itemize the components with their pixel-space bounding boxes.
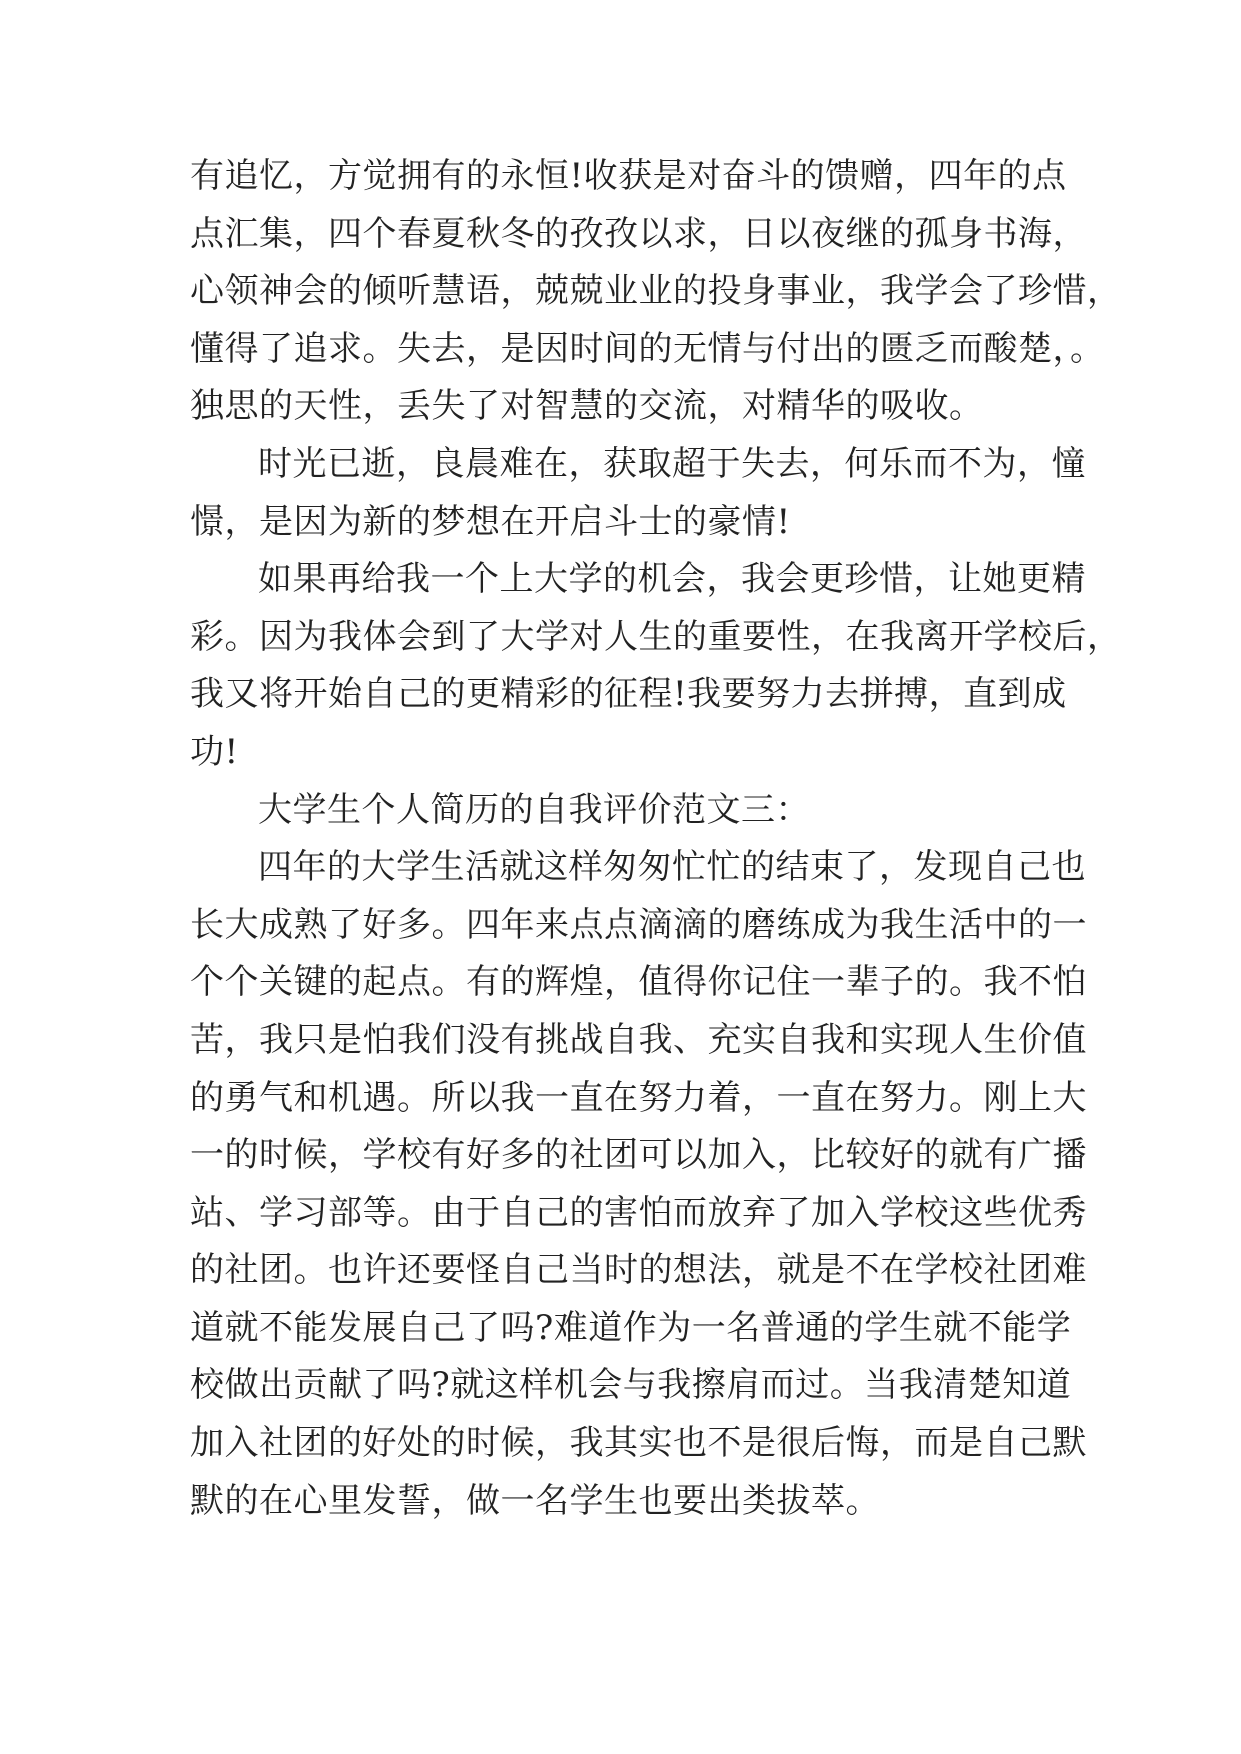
paragraph-start-line: 四年的大学生活就这样匆匆忙忙的结束了，发现自己也 xyxy=(258,847,1086,888)
text-line: 我又将开始自己的更精彩的征程!我要努力去拼搏，直到成 xyxy=(190,674,1067,715)
text-line: 憬，是因为新的梦想在开启斗士的豪情! xyxy=(190,501,791,542)
text-line: 长大成熟了好多。四年来点点滴滴的磨练成为我生活中的一 xyxy=(190,904,1087,945)
text-line: 点汇集，四个春夏秋冬的孜孜以求，日以夜继的孤身书海， xyxy=(190,213,1087,254)
text-line: 心领神会的倾听慧语，兢兢业业的投身事业，我学会了珍惜， xyxy=(190,271,1122,312)
text-line: 功! xyxy=(190,731,239,772)
body-text xyxy=(190,148,1122,1530)
text-line: 彩。因为我体会到了大学对人生的重要性，在我离开学校后， xyxy=(190,616,1122,657)
text-line: 懂得了追求。失去，是因时间的无情与付出的匮乏而酸楚，。 xyxy=(190,328,1105,369)
paragraph-start-line: 如果再给我一个上大学的机会，我会更珍惜，让她更精 xyxy=(258,559,1086,600)
text-line: 有追忆，方觉拥有的永恒!收获是对奋斗的馈赠，四年的点 xyxy=(190,156,1067,196)
text-line: 加入社团的好处的时候，我其实也不是很后悔，而是自己默 xyxy=(190,1423,1087,1464)
text-line: 默的在心里发誓，做一名学生也要出类拔萃。 xyxy=(190,1480,880,1521)
paragraph-start-line: 时光已逝，良晨难在，获取超于失去，何乐而不为，憧 xyxy=(258,443,1086,484)
text-line: 道就不能发展自己了吗?难道作为一名普通的学生就不能学 xyxy=(190,1307,1072,1348)
text-line: 苦，我只是怕我们没有挑战自我、充实自我和实现人生价值 xyxy=(190,1019,1087,1060)
text-line: 的社团。也许还要怪自己当时的想法，就是不在学校社团难 xyxy=(190,1250,1087,1291)
text-line: 的勇气和机遇。所以我一直在努力着，一直在努力。刚上大 xyxy=(190,1077,1087,1118)
text-line: 独思的天性，丢失了对智慧的交流，对精华的吸收。 xyxy=(190,386,984,427)
text-line: 一的时候，学校有好多的社团可以加入，比较好的就有广播 xyxy=(190,1135,1087,1176)
section-heading: 大学生个人简历的自我评价范文三： xyxy=(258,789,810,830)
text-line: 校做出贡献了吗?就这样机会与我擦肩而过。当我清楚知道 xyxy=(190,1365,1072,1406)
text-line: 站、学习部等。由于自己的害怕而放弃了加入学校这些优秀 xyxy=(190,1192,1087,1233)
text-line: 个个关键的起点。有的辉煌，值得你记住一辈子的。我不怕 xyxy=(190,962,1087,1003)
